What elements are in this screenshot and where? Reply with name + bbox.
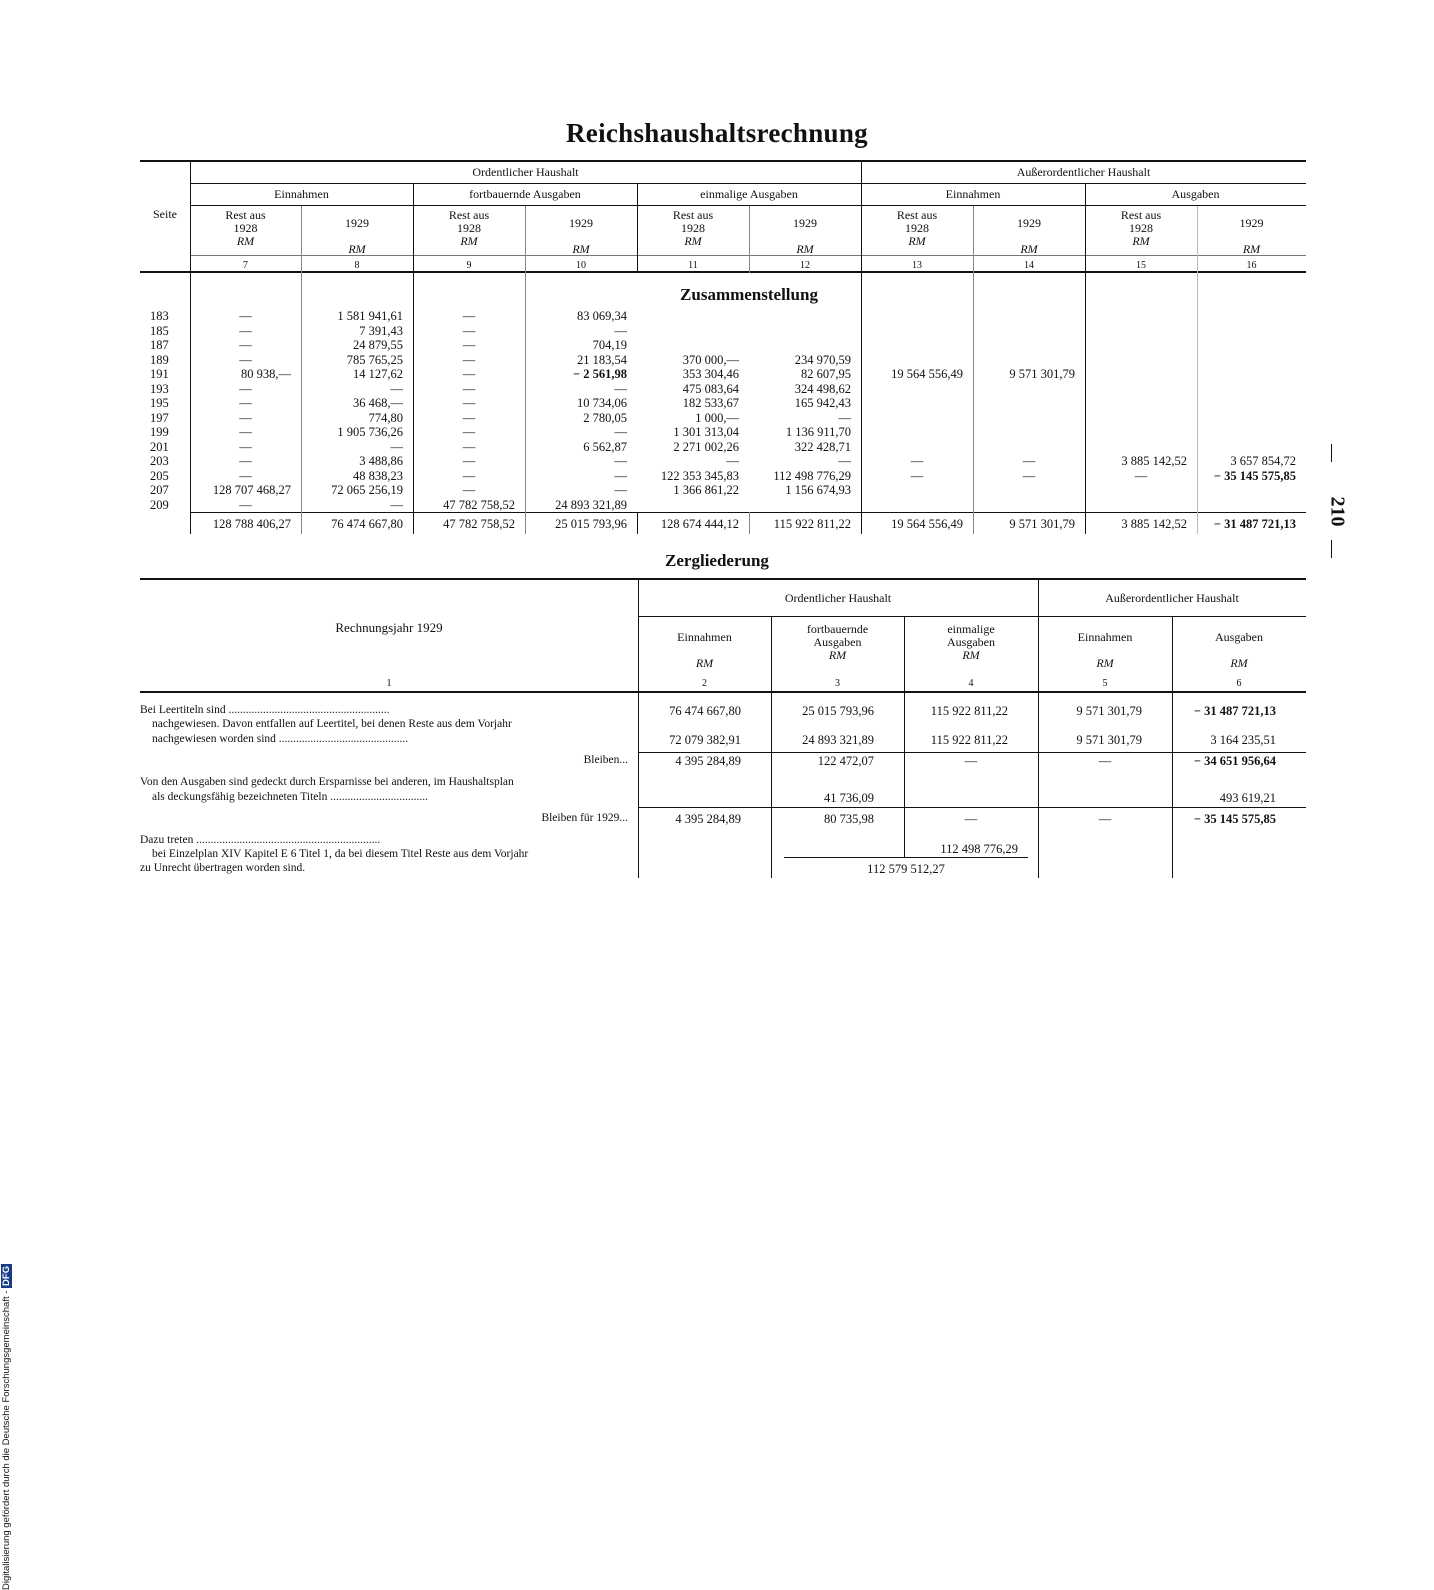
table-cell: 7 391,43 xyxy=(359,323,403,338)
table-cell: — xyxy=(239,468,252,483)
table-cell: — xyxy=(462,352,476,367)
year-header: 1929 RM xyxy=(1017,216,1041,256)
table-cell: — xyxy=(462,323,476,338)
rest-header: Rest aus 1928 RM xyxy=(225,208,266,248)
rule xyxy=(638,807,1306,808)
table-cell: 6 562,87 xyxy=(583,439,627,454)
header-ordentlich: Ordentlicher Haushalt xyxy=(472,165,579,179)
table-cell: 165 942,43 xyxy=(794,396,851,410)
rest-header: Rest aus 1928 RM xyxy=(1120,208,1162,248)
total-cell: − 31 487 721,13 xyxy=(1213,517,1296,531)
seite-number: 199 xyxy=(150,425,169,439)
header-ao-ausgaben-2: Ausgaben RM xyxy=(1215,630,1263,670)
header-einmalige-2: einmalige Ausgaben RM xyxy=(947,622,995,662)
label-einzelplan: bei Einzelplan XIV Kapitel E 6 Titel 1, da bei diesem Titel Reste aus dem Vorjahr xyxy=(152,848,529,860)
column-number: 11 xyxy=(688,260,698,271)
column-number: 5 xyxy=(1102,678,1108,689)
label-von-den-ausgaben: Von den Ausgaben sind gedeckt durch Ersparnisse bei anderen, im Haushaltsplan xyxy=(140,776,514,788)
rule xyxy=(190,205,1306,206)
column-number: 15 xyxy=(1136,260,1146,271)
seite-number: 183 xyxy=(150,309,169,323)
label-deckungsfaehig: als deckungsfähig bezeichneten Titeln .................................. xyxy=(152,791,428,803)
table-cell: 47 782 758,52 xyxy=(443,497,515,512)
column-number: 10 xyxy=(576,260,586,271)
table-cell: — xyxy=(1098,754,1112,768)
table-cell: 9 571 301,79 xyxy=(1009,367,1075,381)
header-ao-einnahmen-2: Einnahmen RM xyxy=(1077,630,1133,670)
rule xyxy=(140,160,1306,162)
table-cell: — xyxy=(239,497,252,512)
column-number: 16 xyxy=(1246,260,1257,271)
label-nachgewiesen-worden: nachgewiesen worden sind ............................................. xyxy=(152,733,409,745)
table-cell: 493 619,21 xyxy=(1219,791,1276,805)
table-cell: — xyxy=(462,425,476,439)
seite-number: 197 xyxy=(150,410,169,425)
table-cell: 3 885 142,52 xyxy=(1121,454,1187,468)
table-cell: — xyxy=(462,396,476,410)
table-cell: — xyxy=(239,352,252,367)
column-number: 13 xyxy=(912,260,922,271)
table-cell: — xyxy=(239,396,252,410)
table-cell: — xyxy=(462,381,476,396)
table-cell: − 35 145 575,85 xyxy=(1193,812,1276,826)
label-bleiben-1929: Bleiben für 1929... xyxy=(541,812,628,824)
rule xyxy=(638,616,1306,617)
table-cell: — xyxy=(614,454,627,468)
rule xyxy=(140,578,1306,580)
table-cell: — xyxy=(726,454,739,468)
table-cell: — xyxy=(239,309,252,323)
table-cell: 370 000,— xyxy=(682,352,739,367)
header-fortdauernde-2: fortbauernde Ausgaben RM xyxy=(806,622,869,662)
label-dazu-treten: Dazu treten ................................................................ xyxy=(140,834,381,846)
total-cell: 76 474 667,80 xyxy=(331,517,403,531)
table-cell: − 31 487 721,13 xyxy=(1193,704,1276,718)
table-cell: 182 533,67 xyxy=(682,396,739,410)
table-cell: 24 893 321,89 xyxy=(802,733,874,747)
year-header: 1929 RM xyxy=(569,216,593,256)
table-cell: — xyxy=(462,454,476,468)
table-cell: 80 735,98 xyxy=(824,812,874,826)
table-cell: — xyxy=(910,454,924,468)
table-cell: 353 304,46 xyxy=(682,367,739,381)
column-number: 2 xyxy=(702,678,707,689)
table-cell: 115 922 811,22 xyxy=(930,733,1008,747)
seite-number: 189 xyxy=(150,352,169,367)
table-cell: 115 922 811,22 xyxy=(930,704,1008,718)
page-title: Reichshaushaltsrechnung xyxy=(566,118,868,148)
table-cell: − 35 145 575,85 xyxy=(1213,468,1296,483)
table-cell: 9 571 301,79 xyxy=(1076,733,1142,747)
table-cell: 83 069,34 xyxy=(577,309,627,323)
header-einnahmen-2: Einnahmen RM xyxy=(677,630,732,670)
table-cell: 322 428,71 xyxy=(794,439,851,454)
table-cell: 25 015 793,96 xyxy=(802,704,874,718)
header-fortdauernde: fortbauernde Ausgaben xyxy=(469,187,581,201)
table-cell: — xyxy=(614,483,627,497)
label-bleiben: Bleiben... xyxy=(583,754,628,766)
column-number: 4 xyxy=(968,678,974,689)
rest-header: Rest aus 1928 RM xyxy=(672,208,714,248)
header-ausserordentlich: Außerordentlicher Haushalt xyxy=(1016,165,1151,179)
column-number: 12 xyxy=(800,260,810,271)
total-cell: 128 674 444,12 xyxy=(660,517,739,531)
table-cell: 3 488,86 xyxy=(359,454,403,468)
table-cell: 82 607,95 xyxy=(801,367,851,381)
table-cell: — xyxy=(239,410,252,425)
table-cell: — xyxy=(964,812,978,826)
table-cell: 1 301 313,04 xyxy=(673,425,739,439)
seite-number: 187 xyxy=(150,338,169,352)
seite-number: 191 xyxy=(150,367,169,381)
table-cell: — xyxy=(239,323,252,338)
rest-header: Rest aus 1928 RM xyxy=(448,208,490,248)
table-cell: — xyxy=(462,410,476,425)
seite-number: 205 xyxy=(150,468,169,483)
table-cell: 19 564 556,49 xyxy=(891,367,963,381)
header-seite: Seite xyxy=(153,207,177,221)
header-ausserordentlich-2: Außerordentlicher Haushalt xyxy=(1105,591,1239,605)
column-number: 7 xyxy=(243,260,248,271)
table-cell: − 2 561,98 xyxy=(573,367,627,381)
table-cell: 48 838,23 xyxy=(353,468,403,483)
table-cell: 1 581 941,61 xyxy=(337,309,403,323)
table-cell: — xyxy=(239,454,252,468)
rule xyxy=(190,183,1306,184)
table-cell: 80 938,— xyxy=(241,367,291,381)
table-cell: 785 765,25 xyxy=(346,352,403,367)
table-cell: — xyxy=(910,468,924,483)
table-cell: 21 183,54 xyxy=(577,352,627,367)
table-cell: 2 780,05 xyxy=(583,410,627,425)
seite-number: 193 xyxy=(150,381,169,396)
seite-number: 195 xyxy=(150,396,169,410)
table-cell: 24 893 321,89 xyxy=(555,497,627,512)
seite-number: 201 xyxy=(150,439,169,454)
table-cell: — xyxy=(614,381,627,396)
table-cell: 3 164 235,51 xyxy=(1210,733,1276,747)
table-cell: 1 156 674,93 xyxy=(785,483,851,497)
column-number: 9 xyxy=(466,260,472,271)
header-ao-einnahmen: Einnahmen xyxy=(945,187,1001,201)
total-cell: 9 571 301,79 xyxy=(1009,517,1075,531)
table-cell: — xyxy=(390,381,403,396)
header-ordentlich-2: Ordentlicher Haushalt xyxy=(784,591,892,605)
table-cell: 128 707 468,27 xyxy=(212,483,291,497)
table-cell: 122 472,07 xyxy=(817,754,874,768)
table-cell: 475 083,64 xyxy=(682,381,739,396)
seite-number: 207 xyxy=(150,483,169,497)
table-cell: 122 353 345,83 xyxy=(660,468,739,483)
table-cell: 2 271 002,26 xyxy=(673,439,739,454)
total-cell: 128 788 406,27 xyxy=(212,517,291,531)
year-header: 1929 RM xyxy=(345,216,369,256)
table-cell: — xyxy=(462,367,476,381)
total-cell: 115 922 811,22 xyxy=(773,517,851,531)
rule xyxy=(638,752,1306,753)
seite-number: 185 xyxy=(150,323,169,338)
year-header: 1929 RM xyxy=(793,216,817,256)
table-cell: 1 136 911,70 xyxy=(785,425,851,439)
table-cell: 324 498,62 xyxy=(794,381,851,396)
table-cell: − 34 651 956,64 xyxy=(1193,754,1276,768)
rule xyxy=(784,857,1028,858)
subtitle-zergliederung: Zergliederung xyxy=(665,551,769,570)
table-cell: 36 468,— xyxy=(353,396,403,410)
header-ao-ausgaben: Ausgaben xyxy=(1171,187,1220,201)
table-cell: — xyxy=(614,468,627,483)
table-cell: 14 127,62 xyxy=(353,367,403,381)
page-number: 210 xyxy=(1326,496,1349,527)
table-cell: — xyxy=(462,468,476,483)
table-cell: 774,80 xyxy=(368,410,403,425)
table-cell: 72 079 382,91 xyxy=(669,733,741,747)
column-number: 1 xyxy=(386,678,392,689)
table-cell: 1 905 736,26 xyxy=(337,425,403,439)
table-cell: — xyxy=(462,483,476,497)
table-cell: — xyxy=(838,454,851,468)
column-number: 6 xyxy=(1236,678,1242,689)
table-cell: — xyxy=(1022,454,1036,468)
label-bei-leertiteln: Bei Leertiteln sind ........................................................ xyxy=(140,704,390,716)
table-cell: 234 970,59 xyxy=(794,352,851,367)
table-cell: — xyxy=(462,338,476,352)
table-cell: 1 000,— xyxy=(695,410,739,425)
table-cell: — xyxy=(462,309,476,323)
table-cell: 4 395 284,89 xyxy=(675,754,741,768)
total-cell: 25 015 793,96 xyxy=(555,517,627,531)
table-cell: — xyxy=(239,425,252,439)
total-cell: 3 885 142,52 xyxy=(1121,517,1187,531)
label-unrecht: zu Unrecht übertragen worden sind. xyxy=(140,862,306,874)
value-dazu-treten-sum: 112 579 512,27 xyxy=(867,862,945,876)
table-cell: — xyxy=(462,439,476,454)
table-cell: 1 366 861,22 xyxy=(673,483,739,497)
table-cell: 76 474 667,80 xyxy=(669,704,741,718)
label-nachgewiesen: nachgewiesen. Davon entfallen auf Leertitel, bei denen Reste aus dem Vorjahr xyxy=(152,718,512,730)
table-cell: — xyxy=(1134,468,1148,483)
table-cell: — xyxy=(964,754,978,768)
table-cell: 112 498 776,29 xyxy=(773,468,851,483)
dfg-logo: DFG xyxy=(1,1265,12,1286)
seite-number: 209 xyxy=(150,497,169,512)
seite-number: 203 xyxy=(150,454,169,468)
table-cell: 3 657 854,72 xyxy=(1230,454,1296,468)
total-cell: 19 564 556,49 xyxy=(891,517,963,531)
header-rechnungsjahr: Rechnungsjahr 1929 xyxy=(335,620,443,635)
table-cell: — xyxy=(1022,468,1036,483)
rule xyxy=(638,579,639,878)
column-number: 14 xyxy=(1024,260,1034,271)
header-einnahmen: Einnahmen xyxy=(274,187,329,201)
column-number: 3 xyxy=(835,678,840,689)
table-cell: — xyxy=(239,381,252,396)
table-cell: 41 736,09 xyxy=(824,791,874,805)
table-cell: — xyxy=(1098,812,1112,826)
table-cell: — xyxy=(614,425,627,439)
rule xyxy=(1038,579,1039,878)
sidebar-caption: Digitalisierung gefördert durch die Deutsche Forschungsgemeinschaft - DFG xyxy=(1,1265,12,1590)
table-cell: — xyxy=(390,439,403,454)
rule xyxy=(140,691,1306,693)
page-number-rule-top xyxy=(1331,444,1332,462)
table-cell: — xyxy=(390,497,403,512)
table-cell: 9 571 301,79 xyxy=(1076,704,1142,718)
table-cell: — xyxy=(838,410,851,425)
total-cell: 47 782 758,52 xyxy=(443,517,515,531)
value-dazu-treten: 112 498 776,29 xyxy=(940,842,1018,856)
table-cell: 704,19 xyxy=(592,338,627,352)
column-number: 8 xyxy=(354,260,360,271)
table-cell: — xyxy=(239,439,252,454)
table-cell: 10 734,06 xyxy=(577,396,627,410)
sidebar-strip xyxy=(0,600,16,1590)
table-cell: — xyxy=(239,338,252,352)
rest-header: Rest aus 1928 RM xyxy=(896,208,938,248)
header-einmalige: einmalige Ausgaben xyxy=(700,187,798,201)
table-cell: 72 065 256,19 xyxy=(331,483,403,497)
table-cell: 4 395 284,89 xyxy=(675,812,741,826)
table-cell: — xyxy=(614,323,627,338)
subtitle-zusammenstellung: Zusammenstellung xyxy=(680,285,818,304)
table-cell: 24 879,55 xyxy=(353,338,403,352)
year-header: 1929 RM xyxy=(1239,216,1264,256)
